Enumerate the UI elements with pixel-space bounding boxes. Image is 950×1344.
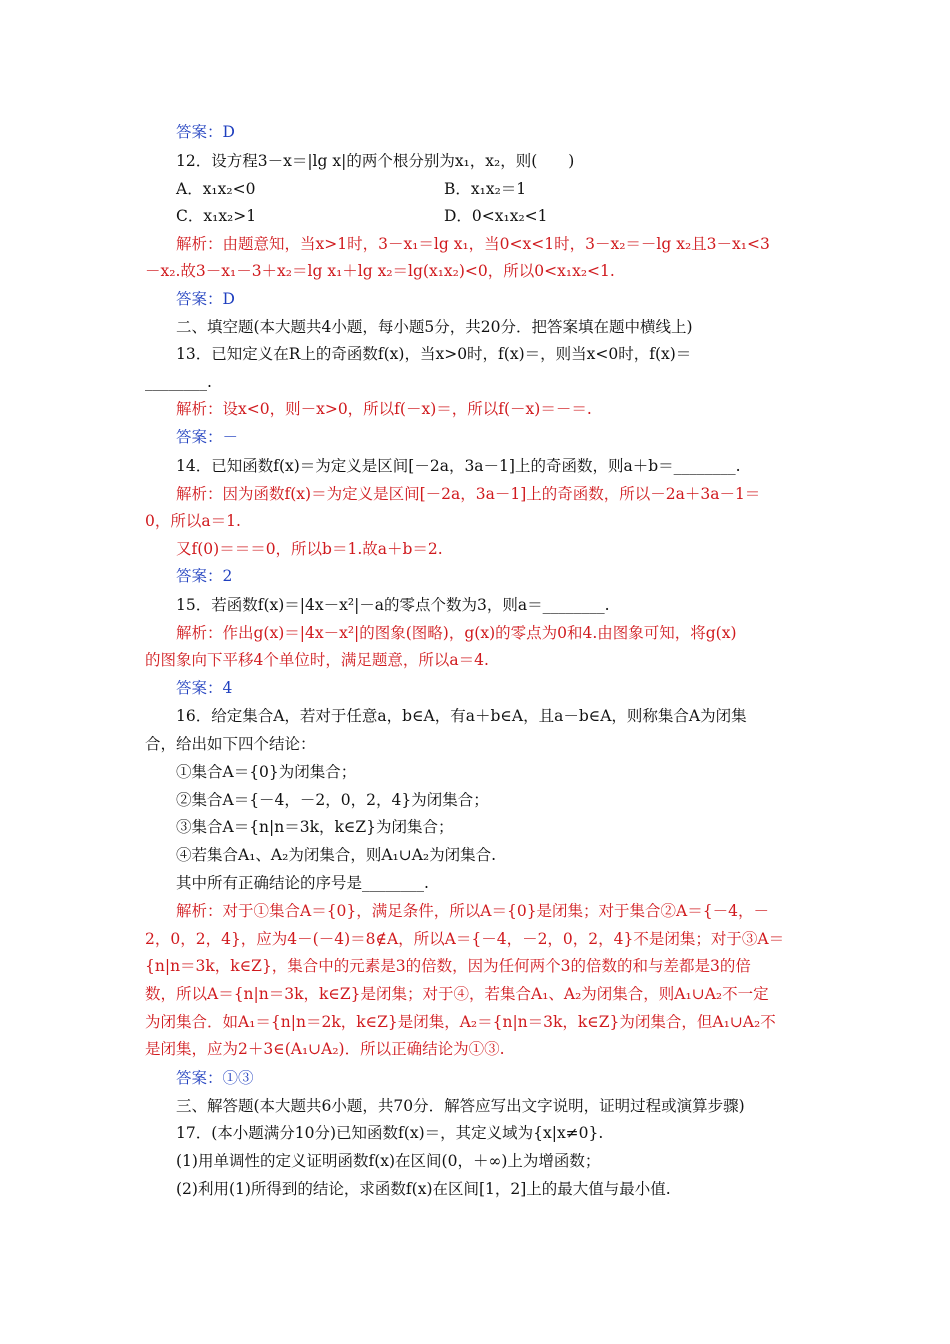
q13-stem-line-2: ________. — [145, 373, 212, 391]
q16-analysis-line-6: 是闭集，应为2＋3∈(A₁∪A₂)．所以正确结论为①③. — [145, 1040, 505, 1058]
q12-option-d: D．0<x₁x₂<1 — [444, 207, 548, 225]
q13-answer: 答案：－ — [176, 428, 239, 446]
q16-stem-line-3: 其中所有正确结论的序号是________. — [176, 874, 429, 892]
q15-stem: 15．若函数f(x)＝|4x－x²|－a的零点个数为3，则a＝________. — [176, 596, 610, 614]
q16-analysis-line-4: 数，所以A＝{n|n＝3k，k∈Z}是闭集；对于④，若集合A₁、A₂为闭集合，则A₁∪A₂不一定 — [145, 985, 769, 1003]
previous-answer: 答案：D — [176, 123, 235, 141]
q16-conclusion-2: ②集合A＝{－4，－2，0，2，4}为闭集合； — [176, 791, 489, 809]
q16-stem-line-2: 合，给出如下四个结论： — [145, 735, 316, 753]
q16-conclusion-1: ①集合A＝{0}为闭集合； — [176, 763, 357, 781]
section-3-heading: 三、解答题(本大题共6小题，共70分．解答应写出文字说明，证明过程或演算步骤) — [176, 1097, 745, 1115]
section-2-heading: 二、填空题(本大题共4小题，每小题5分，共20分．把答案填在题中横线上) — [176, 318, 693, 336]
q16-conclusion-4: ④若集合A₁、A₂为闭集合，则A₁∪A₂为闭集合. — [176, 846, 497, 864]
q13-analysis: 解析：设x<0，则－x>0，所以f(－x)＝，所以f(－x)＝－＝. — [176, 400, 592, 418]
q16-conclusion-3: ③集合A＝{n|n＝3k，k∈Z}为闭集合； — [176, 818, 454, 836]
q14-analysis-line-3: 又f(0)＝＝＝0，所以b＝1.故a＋b＝2. — [176, 540, 443, 558]
q14-analysis-line-1: 解析：因为函数f(x)＝为定义是区间[－2a，3a－1]上的奇函数，所以－2a＋3a－1＝ — [176, 485, 761, 503]
q13-stem-line-1: 13．已知定义在R上的奇函数f(x)，当x>0时，f(x)＝，则当x<0时，f(x)＝ — [176, 345, 692, 363]
q15-answer: 答案：4 — [176, 679, 233, 697]
q16-stem-line-1: 16．给定集合A，若对于任意a，b∈A，有a＋b∈A，且a－b∈A，则称集合A为闭集 — [176, 707, 747, 725]
q16-analysis-line-5: 为闭集合．如A₁＝{n|n＝2k，k∈Z}是闭集，A₂＝{n|n＝3k，k∈Z}为闭集合，但A₁∪A₂不 — [145, 1013, 776, 1031]
q12-analysis-line-2: －x₂.故3－x₁－3＋x₂＝lg x₁＋lg x₂＝lg(x₁x₂)<0，所以0<x₁x₂<1. — [145, 262, 615, 280]
q16-analysis-line-3: {n|n＝3k，k∈Z}，集合中的元素是3的倍数，因为任何两个3的倍数的和与差都是3的倍 — [145, 957, 751, 975]
q14-stem: 14．已知函数f(x)＝为定义是区间[－2a，3a－1]上的奇函数，则a＋b＝________. — [176, 457, 741, 475]
q14-analysis-line-2: 0，所以a＝1. — [145, 512, 241, 530]
q12-option-b: B．x₁x₂＝1 — [444, 180, 527, 198]
q12-analysis-line-1: 解析：由题意知，当x>1时，3－x₁＝lg x₁，当0<x<1时，3－x₂＝－lg x₂且3－x₁<3 — [176, 235, 770, 253]
q16-analysis-line-2: 2，0，2，4}，应为4－(－4)＝8∉A，所以A＝{－4，－2，0，2，4}不是闭集；对于③A＝ — [145, 930, 785, 948]
q14-answer: 答案：2 — [176, 567, 233, 585]
q16-answer: 答案：①③ — [176, 1069, 254, 1087]
q17-part-1: (1)用单调性的定义证明函数f(x)在区间(0，＋∞)上为增函数； — [176, 1152, 601, 1170]
q12-option-c: C．x₁x₂>1 — [176, 207, 257, 225]
q16-analysis-line-1: 解析：对于①集合A＝{0}，满足条件，所以A＝{0}是闭集；对于集合②A＝{－4，－ — [176, 902, 769, 920]
q15-analysis-line-2: 的图象向下平移4个单位时，满足题意，所以a＝4. — [145, 651, 489, 669]
q12-stem: 12．设方程3－x＝|lg x|的两个根分别为x₁，x₂，则( ) — [176, 152, 575, 170]
q17-part-2: (2)利用(1)所得到的结论，求函数f(x)在区间[1，2]上的最大值与最小值. — [176, 1180, 671, 1198]
q17-stem: 17．(本小题满分10分)已知函数f(x)＝，其定义域为{x|x≠0}. — [176, 1124, 604, 1142]
q12-answer: 答案：D — [176, 290, 235, 308]
q15-analysis-line-1: 解析：作出g(x)＝|4x－x²|的图象(图略)，g(x)的零点为0和4.由图象可知，将g(x) — [176, 624, 737, 642]
q12-option-a: A．x₁x₂<0 — [176, 180, 256, 198]
